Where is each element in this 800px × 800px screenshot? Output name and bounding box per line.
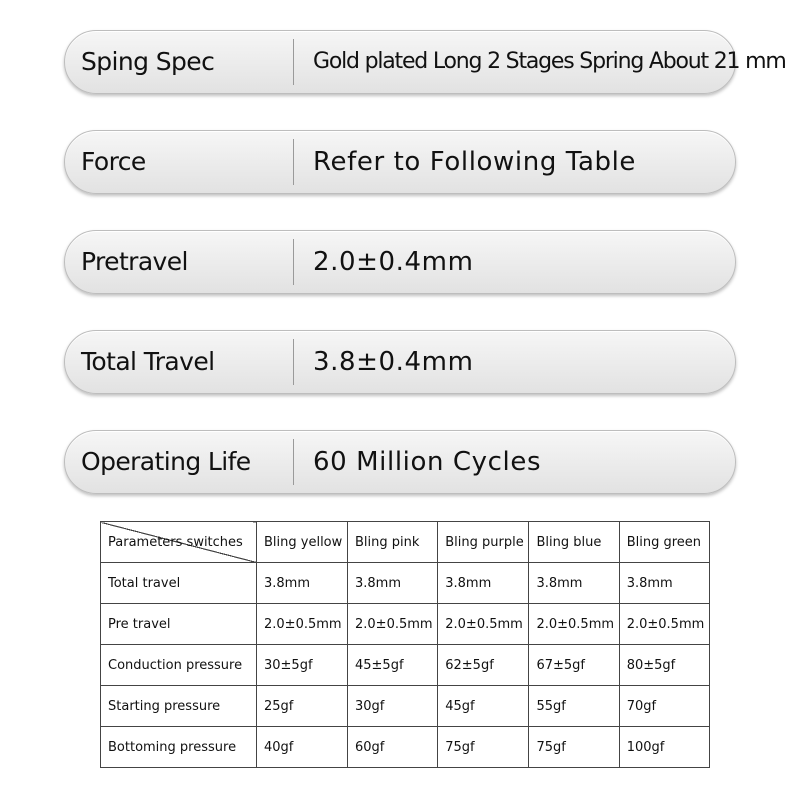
- table-header-row: [101, 522, 710, 563]
- spec-value: Refer to Following Table: [313, 147, 637, 177]
- table-cell: 3.8mm: [619, 563, 709, 604]
- spec-row-pretravel: [64, 230, 736, 294]
- table-cell: 100gf: [619, 727, 709, 768]
- column-header: Bling pink: [348, 522, 438, 563]
- table-cell: 75gf: [529, 727, 619, 768]
- column-header: Bling green: [619, 522, 709, 563]
- table-row: [101, 686, 710, 727]
- table-cell: 30gf: [348, 686, 438, 727]
- spec-row-spring: [64, 30, 786, 94]
- table-cell: 40gf: [257, 727, 348, 768]
- parameters-table: [100, 521, 710, 768]
- table-row: [101, 563, 710, 604]
- table-cell: 45±5gf: [348, 645, 438, 686]
- table-row: [101, 604, 710, 645]
- row-header: Total travel: [101, 563, 257, 604]
- spec-label: Pretravel: [81, 247, 188, 276]
- table-row: [101, 727, 710, 768]
- row-header: Bottoming pressure: [101, 727, 257, 768]
- spec-value: Gold plated Long 2 Stages Spring About 21 mm: [313, 49, 786, 74]
- spec-divider: [293, 339, 294, 385]
- column-header: Bling purple: [438, 522, 529, 563]
- table-cell: 2.0±0.5mm: [438, 604, 529, 645]
- spec-divider: [293, 239, 294, 285]
- column-header: Bling yellow: [257, 522, 348, 563]
- table-cell: 25gf: [257, 686, 348, 727]
- spec-label: Operating Life: [81, 447, 251, 476]
- table-corner-header: Parameters switches: [101, 522, 257, 563]
- table-cell: 80±5gf: [619, 645, 709, 686]
- column-header: Bling blue: [529, 522, 619, 563]
- table-cell: 70gf: [619, 686, 709, 727]
- table-row: [101, 645, 710, 686]
- row-header: Conduction pressure: [101, 645, 257, 686]
- table-cell: 55gf: [529, 686, 619, 727]
- spec-divider: [293, 439, 294, 485]
- spec-value: 2.0±0.4mm: [313, 247, 474, 277]
- table-cell: 75gf: [438, 727, 529, 768]
- spec-label: Sping Spec: [81, 47, 215, 76]
- table-cell: 67±5gf: [529, 645, 619, 686]
- spec-label: Force: [81, 147, 146, 176]
- table-cell: 30±5gf: [257, 645, 348, 686]
- table-cell: 2.0±0.5mm: [619, 604, 709, 645]
- spec-row-force: [64, 130, 736, 194]
- spec-value: 60 Million Cycles: [313, 447, 542, 477]
- table-cell: 2.0±0.5mm: [348, 604, 438, 645]
- table-cell: 3.8mm: [438, 563, 529, 604]
- spec-divider: [293, 139, 294, 185]
- table-cell: 45gf: [438, 686, 529, 727]
- spec-list: [64, 30, 786, 530]
- spec-divider: [293, 39, 294, 85]
- table-cell: 3.8mm: [529, 563, 619, 604]
- table-cell: 2.0±0.5mm: [529, 604, 619, 645]
- spec-label: Total Travel: [81, 347, 215, 376]
- table-cell: 3.8mm: [257, 563, 348, 604]
- spec-value: 3.8±0.4mm: [313, 347, 474, 377]
- spec-row-total-travel: [64, 330, 736, 394]
- spec-row-operating-life: [64, 430, 736, 494]
- table-cell: 62±5gf: [438, 645, 529, 686]
- table-cell: 3.8mm: [348, 563, 438, 604]
- table-cell: 60gf: [348, 727, 438, 768]
- table-cell: 2.0±0.5mm: [257, 604, 348, 645]
- row-header: Starting pressure: [101, 686, 257, 727]
- row-header: Pre travel: [101, 604, 257, 645]
